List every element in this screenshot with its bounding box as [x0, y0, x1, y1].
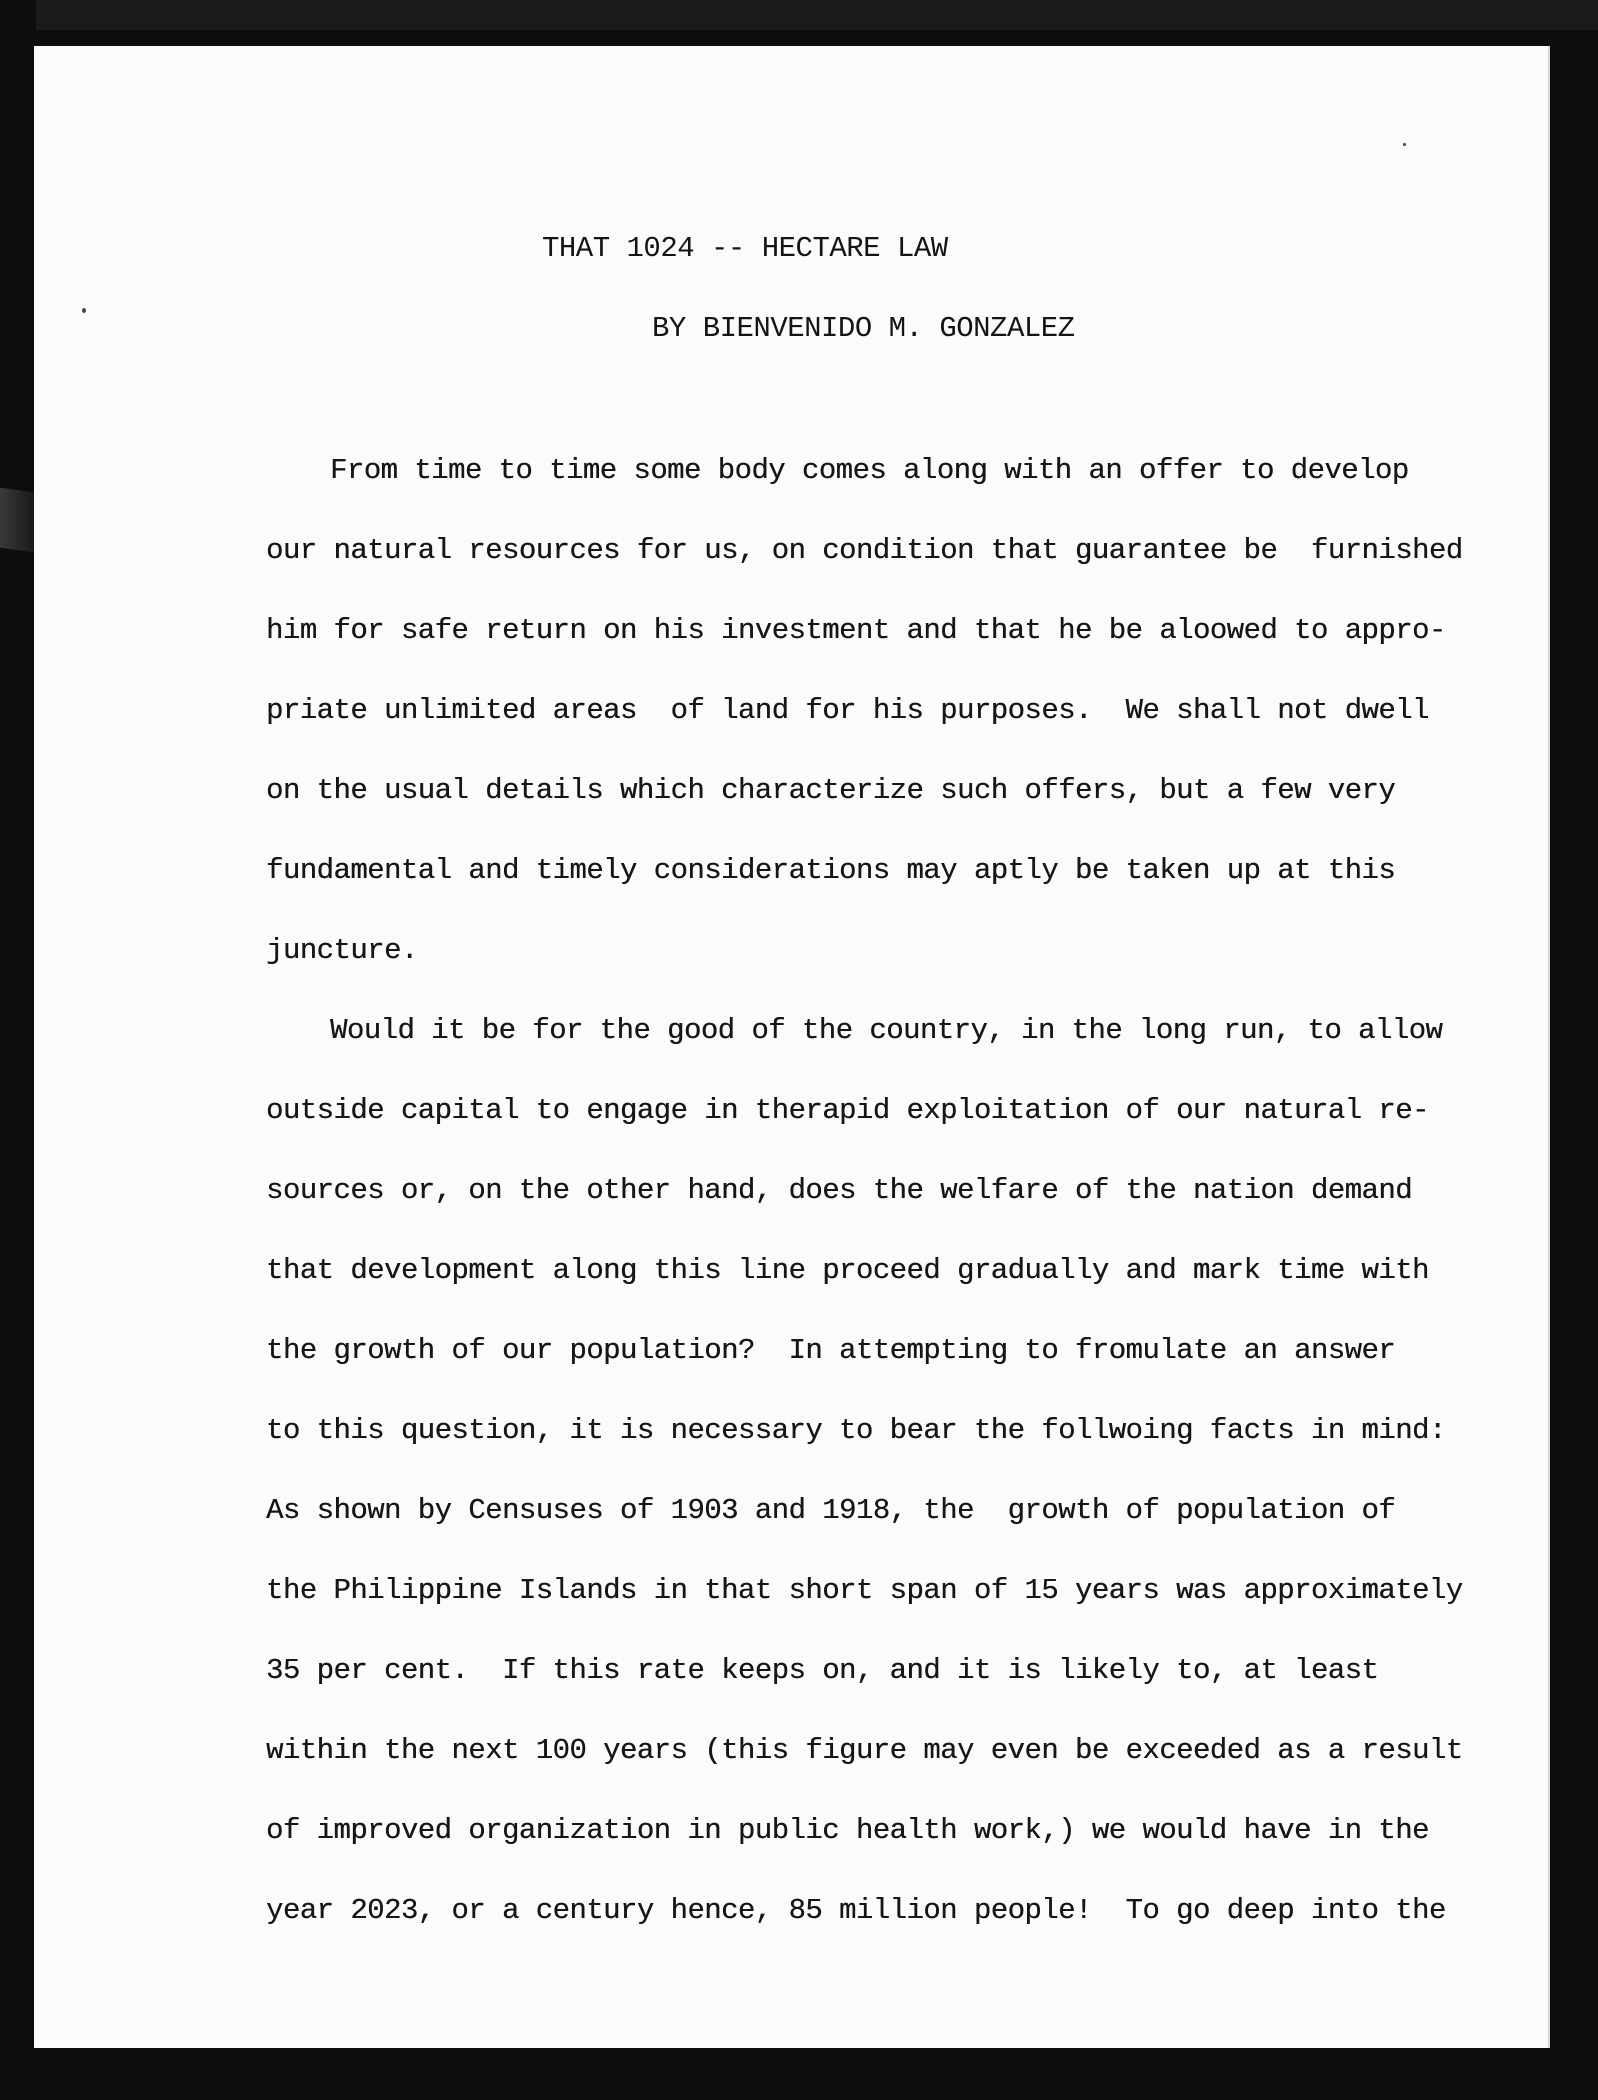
- body-text: [266, 446, 1466, 1966]
- text-line: As shown by Censuses of 1903 and 1918, the growth of population of: [266, 1494, 1396, 1527]
- text-line: sources or, on the other hand, does the welfare of the nation demand: [266, 1174, 1412, 1207]
- ink-speck: [1403, 143, 1406, 146]
- text-line: to this question, it is necessary to bear the follwoing facts in mind:: [266, 1414, 1446, 1447]
- document-page: [34, 46, 1548, 2048]
- scan-edge-smudge: [0, 488, 34, 553]
- ink-speck: [82, 308, 86, 313]
- text-line: him for safe return on his investment and that he be aloowed to appro-: [266, 614, 1446, 647]
- text-line: 35 per cent. If this rate keeps on, and it is likely to, at least: [266, 1654, 1379, 1687]
- text-line: our natural resources for us, on condition that guarantee be furnished: [266, 534, 1463, 567]
- text-line: within the next 100 years (this figure may even be exceeded as a result: [266, 1734, 1463, 1767]
- text-line: From time to time some body comes along with an offer to develop: [330, 454, 1409, 487]
- text-line: that development along this line proceed gradually and mark time with: [266, 1254, 1429, 1287]
- text-line: priate unlimited areas of land for his purposes. We shall not dwell: [266, 694, 1429, 727]
- text-line: fundamental and timely considerations may aptly be taken up at this: [266, 854, 1396, 887]
- text-line: Would it be for the good of the country, in the long run, to allow: [330, 1014, 1443, 1047]
- text-line: on the usual details which characterize such offers, but a few very: [266, 774, 1396, 807]
- text-line: the growth of our population? In attempting to fromulate an answer: [266, 1334, 1396, 1367]
- scan-top-edge: [36, 0, 1598, 30]
- text-line: of improved organization in public health work,) we would have in the: [266, 1814, 1429, 1847]
- text-line: juncture.: [266, 934, 418, 967]
- page-title: THAT 1024 -- HECTARE LAW: [542, 232, 948, 265]
- text-line: outside capital to engage in therapid exploitation of our natural re-: [266, 1094, 1429, 1127]
- text-line: year 2023, or a century hence, 85 million people! To go deep into the: [266, 1894, 1446, 1927]
- author-byline: BY BIENVENIDO M. GONZALEZ: [652, 312, 1075, 345]
- text-line: the Philippine Islands in that short span of 15 years was approximately: [266, 1574, 1463, 1607]
